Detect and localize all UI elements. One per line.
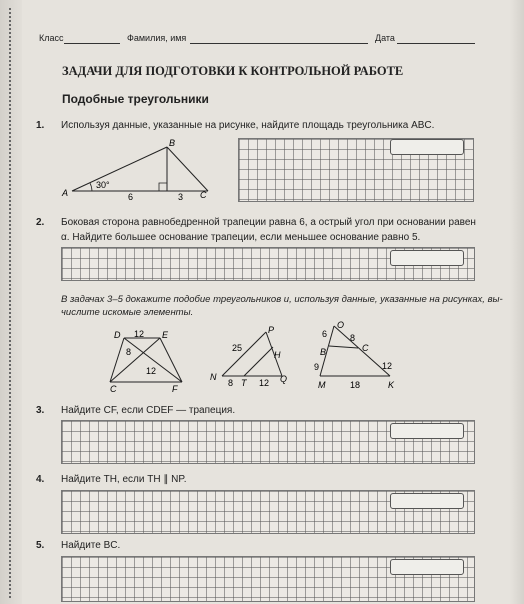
label-m: M xyxy=(318,380,326,390)
task-3-text: Найдите CF, если CDEF — трапеция. xyxy=(61,405,236,416)
label-n: N xyxy=(210,372,217,382)
label-c: C xyxy=(200,190,207,200)
label-d: D xyxy=(114,330,121,340)
oc-length: 8 xyxy=(350,333,356,343)
label-h: H xyxy=(274,350,281,360)
binding-strip xyxy=(0,0,22,604)
task-5-answer-box[interactable] xyxy=(390,559,464,575)
segment-6-label: 6 xyxy=(128,192,134,202)
task-4-number: 4. xyxy=(36,474,45,485)
angle-arc xyxy=(90,183,92,191)
side-bc xyxy=(167,147,208,191)
task-1-answer-box[interactable] xyxy=(390,139,464,155)
task-4-answer-box[interactable] xyxy=(390,493,464,509)
leg-ef xyxy=(160,338,182,382)
figure-1-triangle xyxy=(60,136,220,206)
segment-3-label: 3 xyxy=(178,192,184,202)
label-c: C xyxy=(362,343,369,353)
surname-label: Фамилия, имя xyxy=(127,33,187,43)
ck-length: 12 xyxy=(382,361,393,371)
right-angle-mark xyxy=(159,183,167,191)
task-3-number: 3. xyxy=(36,405,45,416)
perforation-line xyxy=(9,8,11,598)
surname-field[interactable] xyxy=(190,43,368,44)
class-field[interactable] xyxy=(64,43,120,44)
label-k: K xyxy=(388,380,395,390)
class-label: Класс xyxy=(39,33,64,43)
nt-length: 8 xyxy=(228,378,234,388)
segment-bc xyxy=(329,346,358,348)
angle-label: 30° xyxy=(96,180,110,190)
bm-length: 9 xyxy=(314,362,320,372)
label-b: B xyxy=(169,138,176,148)
task-2-answer-box[interactable] xyxy=(390,250,464,266)
label-f: F xyxy=(172,384,178,394)
figure-3-trapezoid xyxy=(100,326,200,394)
label-a: A xyxy=(62,188,69,198)
diag-segment-8: 8 xyxy=(126,347,132,357)
page-edge-shadow xyxy=(510,0,524,604)
label-p: P xyxy=(268,325,275,335)
task-5-number: 5. xyxy=(36,540,45,551)
task-2-text-line2: α. Найдите большее основание трапеции, если меньшее основание равно 5. xyxy=(61,232,421,243)
segment-th xyxy=(244,347,273,376)
date-label: Дата xyxy=(375,33,395,43)
diag-segment-12: 12 xyxy=(146,366,157,376)
date-field[interactable] xyxy=(397,43,475,44)
tq-length: 12 xyxy=(259,378,270,388)
label-c: C xyxy=(110,384,117,394)
label-b: B xyxy=(320,347,327,357)
page-title: ЗАДАЧИ ДЛЯ ПОДГОТОВКИ К КОНТРОЛЬНОЙ РАБОТЕ xyxy=(62,64,404,78)
de-length: 12 xyxy=(134,329,145,339)
ob-length: 6 xyxy=(322,329,328,339)
task-1-number: 1. xyxy=(36,120,45,131)
label-e: E xyxy=(162,330,169,340)
np-length: 25 xyxy=(232,343,243,353)
figure-4-triangle xyxy=(206,324,302,392)
task-1-text: Используя данные, указанные на рисунке, найдите площадь треугольника ABC. xyxy=(61,120,435,131)
task-2-text-line1: Боковая сторона равнобедренной трапеции равна 6, а острый угол при основании равен xyxy=(61,217,476,228)
task-3-answer-box[interactable] xyxy=(390,423,464,439)
instructions-line1: В задачах 3–5 докажите подобие треугольников и, используя данные, указанные на рисунках, вы- xyxy=(61,294,503,305)
instructions-line2: числите искомые элементы. xyxy=(61,307,194,318)
task-4-text: Найдите TH, если TH ∥ NP. xyxy=(61,474,187,485)
label-t: T xyxy=(241,378,247,388)
task-5-text: Найдите BC. xyxy=(61,540,121,551)
task-2-number: 2. xyxy=(36,217,45,228)
section-subtitle: Подобные треугольники xyxy=(62,92,209,106)
mk-length: 18 xyxy=(350,380,361,390)
side-ab xyxy=(72,147,167,191)
figure-5-triangle xyxy=(308,318,404,392)
label-q: Q xyxy=(280,374,288,384)
side-np xyxy=(222,332,266,376)
label-o: O xyxy=(337,320,345,330)
